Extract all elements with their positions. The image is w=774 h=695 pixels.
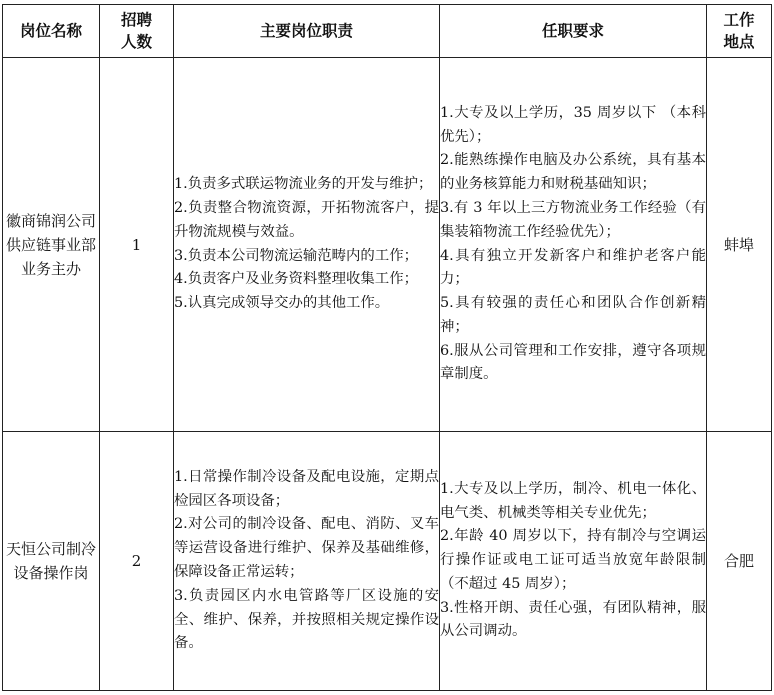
duties-cell	[174, 432, 440, 691]
duty-item: 2.对公司的制冷设备、配电、消防、叉车等运营设备进行维护、保养及基础维修，保障设备正常运转；	[174, 516, 439, 580]
duties-cell	[174, 58, 440, 432]
requirement-item: 5.具有较强的责任心和团队合作创新精神；	[440, 295, 706, 335]
job-title-cell: 天恒公司制冷设备操作岗	[3, 432, 100, 691]
header-location: 工作 地点	[707, 5, 772, 58]
requirements-cell	[440, 58, 707, 432]
duty-item: 3.负责本公司物流运输范畴内的工作；	[174, 247, 418, 264]
headcount-cell: 2	[100, 432, 174, 691]
requirement-item: 3.性格开朗、责任心强，有团队精神，服从公司调动。	[440, 599, 706, 640]
header-duties: 主要岗位职责	[174, 5, 440, 58]
duty-item: 1.日常操作制冷设备及配电设施，定期点检园区各项设备；	[174, 468, 439, 509]
requirement-item: 2.能熟练操作电脑及办公系统，具有基本的业务核算能力和财税基础知识；	[440, 152, 706, 193]
requirements-cell	[440, 432, 707, 691]
requirement-item: 6.服从公司管理和工作安排，遵守各项规章制度。	[440, 342, 706, 383]
table-row	[3, 432, 772, 691]
duty-item: 4.负责客户及业务资料整理收集工作；	[174, 271, 418, 288]
requirement-item: 2.年龄 40 周岁以下，持有制冷与空调运行操作证或电工证可适当放宽年龄限制（不超过 45 周岁）；	[440, 528, 706, 592]
duty-item: 5.认真完成领导交办的其他工作。	[174, 295, 390, 312]
requirement-item: 1.大专及以上学历，制冷、机电一体化、电气类、机械类等相关专业优先；	[440, 480, 706, 521]
duty-item: 3.负责园区内水电管路等厂区设施的安全、维护、保养，并按照相关规定操作设备。	[174, 587, 439, 652]
header-requirements: 任职要求	[440, 5, 707, 58]
header-name: 岗位名称	[3, 5, 100, 58]
location-cell: 合肥	[707, 432, 772, 691]
headcount-cell: 1	[100, 58, 174, 432]
header-row	[3, 5, 772, 58]
duty-item: 2.负责整合物流资源，开拓物流客户，提升物流规模与效益。	[174, 199, 439, 240]
job-table	[2, 4, 772, 691]
requirement-item: 4.具有独立开发新客户和维护老客户能力；	[440, 247, 706, 288]
duty-item: 1.负责多式联运物流业务的开发与维护；	[174, 176, 433, 193]
requirement-item: 1.大专及以上学历，35 周岁以下 （本科优先）；	[440, 104, 706, 145]
table-row	[3, 58, 772, 432]
location-cell: 蚌埠	[707, 58, 772, 432]
requirement-item: 3.有 3 年以上三方物流业务工作经验（有集装箱物流工作经验优先）；	[440, 199, 706, 240]
header-count: 招聘 人数	[100, 5, 174, 58]
job-title-cell: 徽商锦润公司供应链事业部业务主办	[3, 58, 100, 432]
